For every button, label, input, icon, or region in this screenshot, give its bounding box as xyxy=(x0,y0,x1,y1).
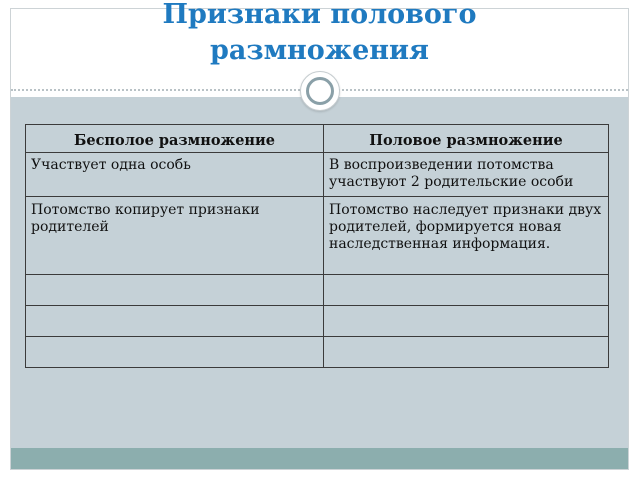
header-sexual: Половое размножение xyxy=(324,125,609,153)
table-cell xyxy=(26,306,324,337)
table-row xyxy=(26,306,609,337)
slide xyxy=(10,0,629,470)
table-cell: Потомство копирует признаки родителей xyxy=(26,197,324,275)
slide-title-line-1: Признаки полового xyxy=(162,0,477,30)
table-cell: Потомство наследует признаки двух родителей, формируется новая наследственная информация. xyxy=(324,197,609,275)
comparison-table xyxy=(25,124,609,368)
table-row xyxy=(26,275,609,306)
circle-ornament-icon xyxy=(300,71,340,111)
table-cell xyxy=(324,275,609,306)
table-header-row xyxy=(26,125,609,153)
table-cell: В воспроизведении потомства участвуют 2 родительские особи xyxy=(324,153,609,197)
bottom-band xyxy=(11,448,628,469)
table-row xyxy=(26,197,609,275)
header-asexual: Бесполое размножение xyxy=(26,125,324,153)
table-row xyxy=(26,153,609,197)
table-cell xyxy=(324,306,609,337)
circle-ornament-ring xyxy=(306,77,334,105)
slide-title xyxy=(11,0,628,69)
slide-title-line-2: размножения xyxy=(209,35,429,66)
table-cell: Участвует одна особь xyxy=(26,153,324,197)
table-cell xyxy=(26,337,324,368)
table-row xyxy=(26,337,609,368)
table-cell xyxy=(26,275,324,306)
table-cell xyxy=(324,337,609,368)
